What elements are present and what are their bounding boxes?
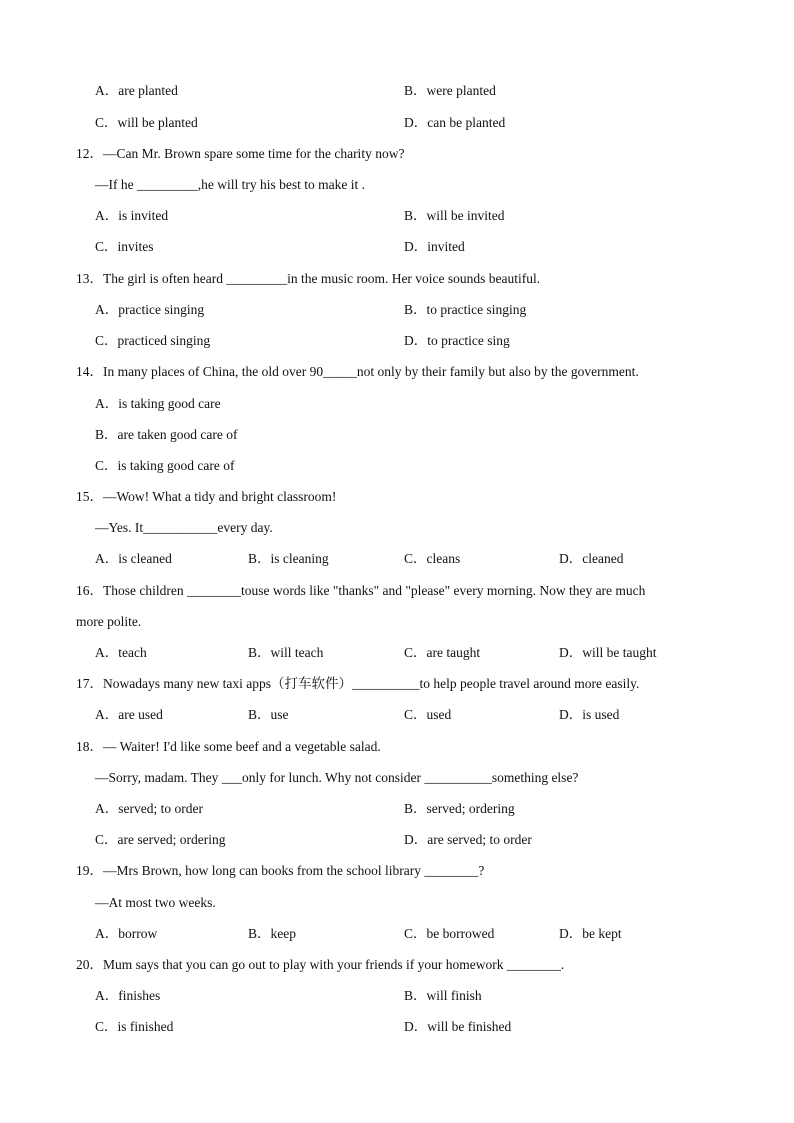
q13-stem: 13．The girl is often heard _________in the music room. Her voice sounds beautiful. <box>76 271 541 286</box>
q20-option-b: B．will finish <box>404 988 482 1003</box>
q18-option-a: A．served; to order <box>95 801 203 816</box>
q13-option-b: B．to practice singing <box>404 302 527 317</box>
q16-line2: more polite. <box>76 614 142 629</box>
q13-option-a: A．practice singing <box>95 302 205 317</box>
q12-line2: —If he _________,he will try his best to make it . <box>95 177 365 192</box>
q20-option-a: A．finishes <box>95 988 161 1003</box>
q15-option-c: C．cleans <box>404 551 461 566</box>
q15-option-d: D．cleaned <box>559 551 624 566</box>
q12-option-b: B．will be invited <box>404 208 505 223</box>
q18-line2: —Sorry, madam. They ___only for lunch. Why not consider __________something else? <box>95 770 579 785</box>
q11-option-a: A．are planted <box>95 83 178 98</box>
q17-option-a: A．are used <box>95 707 163 722</box>
q20-option-d: D．will be finished <box>404 1019 512 1034</box>
q16-option-b: B．will teach <box>248 645 324 660</box>
q14-option-b: B．are taken good care of <box>95 427 238 442</box>
q19-option-c: C．be borrowed <box>404 926 495 941</box>
q17-option-c: C．used <box>404 707 452 722</box>
q20-option-c: C．is finished <box>95 1019 174 1034</box>
q19-stem: 19．—Mrs Brown, how long can books from the school library ________? <box>76 863 485 878</box>
q11-option-c: C．will be planted <box>95 115 198 130</box>
q14-option-a: A．is taking good care <box>95 396 221 411</box>
q18-option-d: D．are served; to order <box>404 832 532 847</box>
q20-stem: 20．Mum says that you can go out to play with your friends if your homework ________. <box>76 957 565 972</box>
q12-stem: 12．—Can Mr. Brown spare some time for the charity now? <box>76 146 405 161</box>
q18-option-b: B．served; ordering <box>404 801 515 816</box>
q19-option-d: D．be kept <box>559 926 622 941</box>
q11-option-d: D．can be planted <box>404 115 506 130</box>
q13-option-c: C．practiced singing <box>95 333 211 348</box>
q19-option-b: B．keep <box>248 926 296 941</box>
q12-option-d: D．invited <box>404 239 465 254</box>
q16-option-a: A．teach <box>95 645 147 660</box>
q18-option-c: C．are served; ordering <box>95 832 226 847</box>
q15-option-b: B．is cleaning <box>248 551 329 566</box>
q17-option-d: D．is used <box>559 707 620 722</box>
q14-option-c: C．is taking good care of <box>95 458 235 473</box>
q12-option-c: C．invites <box>95 239 154 254</box>
q16-option-d: D．will be taught <box>559 645 657 660</box>
q13-option-d: D．to practice sing <box>404 333 510 348</box>
q16-stem: 16．Those children ________touse words like "thanks" and "please" every morning. Now they are much <box>76 583 646 598</box>
q19-option-a: A．borrow <box>95 926 158 941</box>
q19-line2: —At most two weeks. <box>95 895 216 910</box>
q16-option-c: C．are taught <box>404 645 481 660</box>
q18-stem: 18．— Waiter! I'd like some beef and a vegetable salad. <box>76 739 381 754</box>
q15-line2: —Yes. It___________every day. <box>95 520 273 535</box>
q12-option-a: A．is invited <box>95 208 169 223</box>
q15-stem: 15．—Wow! What a tidy and bright classroom! <box>76 489 337 504</box>
q11-option-b: B．were planted <box>404 83 496 98</box>
q17-option-b: B．use <box>248 707 289 722</box>
q14-stem: 14．In many places of China, the old over 90_____not only by their family but also by the government. <box>76 364 639 379</box>
q17-stem: 17．Nowadays many new taxi apps（打车软件）__________to help people travel around more easily. <box>76 676 640 691</box>
q15-option-a: A．is cleaned <box>95 551 172 566</box>
